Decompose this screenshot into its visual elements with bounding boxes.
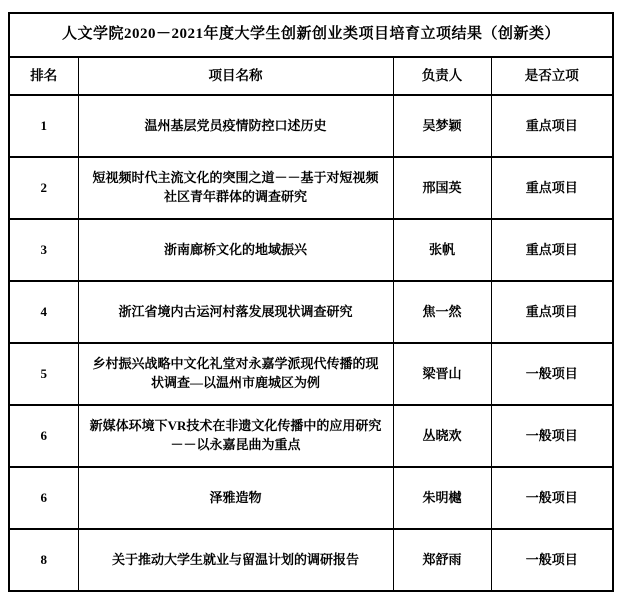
- leader-cell: 张帆: [393, 219, 491, 281]
- project-cell: 浙南廊桥文化的地域振兴: [78, 219, 393, 281]
- project-cell: 泽雅造物: [78, 467, 393, 529]
- leader-cell: 丛晓欢: [393, 405, 491, 467]
- table-row: [9, 281, 613, 343]
- column-header-project: 项目名称: [78, 57, 393, 95]
- column-header-rank: 排名: [9, 57, 78, 95]
- results-table-container: [8, 12, 612, 592]
- table-row: [9, 405, 613, 467]
- table-row: [9, 157, 613, 219]
- project-cell: 新媒体环境下VR技术在非遗文化传播中的应用研究－－以永嘉昆曲为重点: [78, 405, 393, 467]
- status-cell: 一般项目: [491, 405, 613, 467]
- leader-cell: 吴梦颖: [393, 95, 491, 157]
- status-cell: 重点项目: [491, 157, 613, 219]
- status-cell: 重点项目: [491, 219, 613, 281]
- table-header-row: [9, 57, 613, 95]
- project-cell: 浙江省境内古运河村落发展现状调查研究: [78, 281, 393, 343]
- table-title: 人文学院2020－2021年度大学生创新创业类项目培育立项结果（创新类）: [9, 13, 613, 57]
- table-row: [9, 467, 613, 529]
- table-row: [9, 219, 613, 281]
- table-row: [9, 343, 613, 405]
- leader-cell: 朱明樾: [393, 467, 491, 529]
- rank-cell: 6: [9, 467, 78, 529]
- leader-cell: 郑舒雨: [393, 529, 491, 591]
- table-row: [9, 529, 613, 591]
- project-cell: 乡村振兴战略中文化礼堂对永嘉学派现代传播的现状调查—以温州市鹿城区为例: [78, 343, 393, 405]
- leader-cell: 梁晋山: [393, 343, 491, 405]
- rank-cell: 5: [9, 343, 78, 405]
- column-header-status: 是否立项: [491, 57, 613, 95]
- rank-cell: 1: [9, 95, 78, 157]
- leader-cell: 焦一然: [393, 281, 491, 343]
- leader-cell: 邢国英: [393, 157, 491, 219]
- table-title-row: [9, 13, 613, 57]
- rank-cell: 4: [9, 281, 78, 343]
- project-cell: 短视频时代主流文化的突围之道－－基于对短视频社区青年群体的调查研究: [78, 157, 393, 219]
- status-cell: 一般项目: [491, 343, 613, 405]
- status-cell: 重点项目: [491, 95, 613, 157]
- rank-cell: 3: [9, 219, 78, 281]
- project-results-table: [8, 12, 614, 592]
- table-row: [9, 95, 613, 157]
- rank-cell: 6: [9, 405, 78, 467]
- project-cell: 温州基层党员疫情防控口述历史: [78, 95, 393, 157]
- column-header-leader: 负责人: [393, 57, 491, 95]
- status-cell: 一般项目: [491, 467, 613, 529]
- status-cell: 一般项目: [491, 529, 613, 591]
- rank-cell: 8: [9, 529, 78, 591]
- status-cell: 重点项目: [491, 281, 613, 343]
- project-cell: 关于推动大学生就业与留温计划的调研报告: [78, 529, 393, 591]
- rank-cell: 2: [9, 157, 78, 219]
